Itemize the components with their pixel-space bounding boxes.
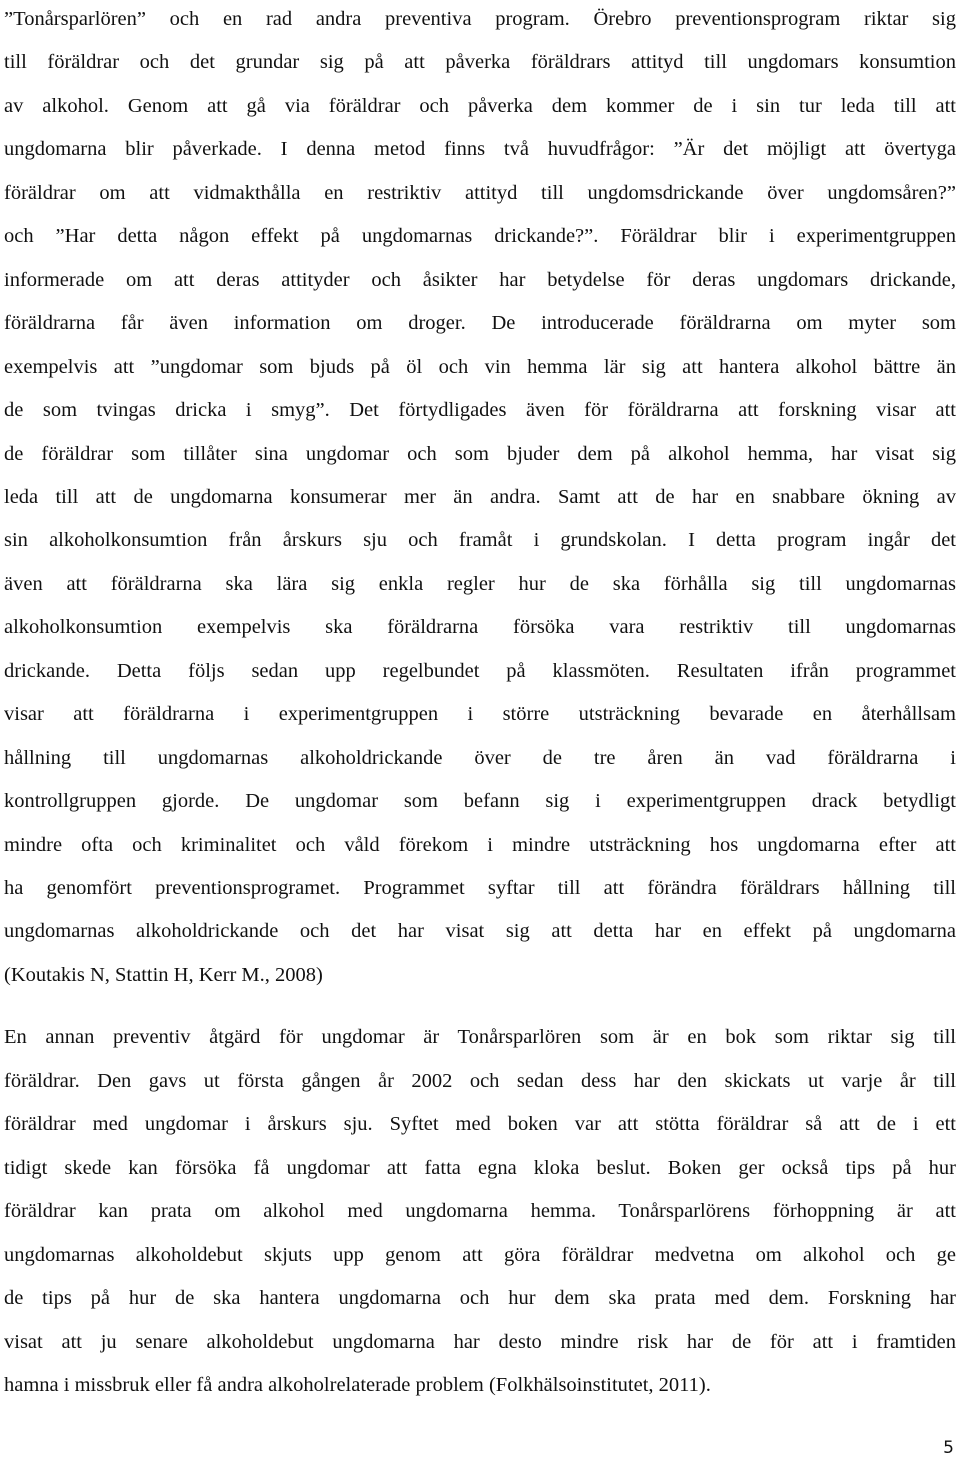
text-line: ungdomarnas alkoholdebut skjuts upp genom att göra föräldrar medvetna om alkohol och ge — [4, 1243, 956, 1266]
text-line: tidigt skede kan försöka få ungdomar att fatta egna kloka beslut. Boken ger också tips på hur — [4, 1156, 956, 1179]
text-line: även att föräldrarna ska lära sig enkla regler hur de ska förhålla sig till ungdomarnas — [4, 572, 956, 595]
text-line: föräldrar kan prata om alkohol med ungdomarna hemma. Tonårsparlörens förhoppning är att — [4, 1200, 956, 1222]
text-line: leda till att de ungdomarna konsumerar mer än andra. Samt att de har en snabbare ökning av — [4, 485, 956, 508]
text-line: till föräldrar och det grundar sig på att påverka föräldrars attityd till ungdomars konsumtion — [4, 51, 956, 74]
page-number: 5 — [943, 1438, 954, 1458]
text-line: ha genomfört preventionsprogramet. Programmet syftar till att förändra föräldrars hållning till — [4, 877, 956, 899]
text-line: föräldrar om att vidmakthålla en restriktiv attityd till ungdomsdrickande över ungdomsåren?” — [4, 181, 956, 204]
text-line: av alkohol. Genom att gå via föräldrar och påverka dem kommer de i sin tur leda till att — [4, 94, 956, 117]
text-line: föräldrar med ungdomar i årskurs sju. Syftet med boken var att stötta föräldrar så att de i ett — [4, 1113, 956, 1135]
text-line: exempelvis att ”ungdomar som bjuds på öl och vin hemma lär sig att hantera alkohol bättre än — [4, 355, 956, 378]
text-line: (Koutakis N, Stattin H, Kerr M., 2008) — [4, 963, 323, 986]
text-line: föräldrar. Den gavs ut första gången år 2002 och sedan dess har den skickats ut varje år till — [4, 1069, 956, 1092]
text-line: föräldrarna får även information om droger. De introducerade föräldrarna om myter som — [4, 312, 956, 335]
text-line: och ”Har detta någon effekt på ungdomarnas drickande?”. Föräldrar blir i experimentgruppen — [4, 225, 956, 248]
text-line: alkoholkonsumtion exempelvis ska föräldrarna försöka vara restriktiv till ungdomarnas — [4, 616, 956, 639]
text-line: ”Tonårsparlören” och en rad andra preventiva program. Örebro preventionsprogram riktar sig — [4, 8, 956, 30]
text-line: de tips på hur de ska hantera ungdomarna och hur dem ska prata med dem. Forskning har — [4, 1287, 956, 1309]
text-line: hållning till ungdomarnas alkoholdrickande över de tre åren än vad föräldrarna i — [4, 746, 956, 769]
text-line: hamna i missbruk eller få andra alkoholrelaterade problem (Folkhälsoinstitutet, 2011). — [4, 1374, 711, 1396]
text-line: ungdomarna blir påverkade. I denna metod finns två huvudfrågor: ”Är det möjligt att övertyga — [4, 138, 956, 161]
text-line: informerade om att deras attityder och åsikter har betydelse för deras ungdomars drickande, — [4, 268, 956, 291]
text-line: de föräldrar som tillåter sina ungdomar och som bjuder dem på alkohol hemma, har visat sig — [4, 442, 956, 465]
text-line: En annan preventiv åtgärd för ungdomar är Tonårsparlören som är en bok som riktar sig till — [4, 1026, 956, 1048]
text-line: mindre ofta och kriminalitet och våld förekom i mindre utsträckning hos ungdomarna efter att — [4, 833, 956, 856]
text-line: ungdomarnas alkoholdrickande och det har visat sig att detta har en effekt på ungdomarna — [4, 920, 956, 943]
text-line: sin alkoholkonsumtion från årskurs sju och framåt i grundskolan. I detta program ingår det — [4, 529, 956, 552]
text-line: drickande. Detta följs sedan upp regelbundet på klassmöten. Resultaten ifrån programmet — [4, 659, 956, 682]
text-line: kontrollgruppen gjorde. De ungdomar som befann sig i experimentgruppen drack betydligt — [4, 790, 956, 813]
text-line: visar att föräldrarna i experimentgruppen i större utsträckning bevarade en återhållsam — [4, 703, 956, 726]
text-line: de som tvingas dricka i smyg”. Det förtydligades även för föräldrarna att forskning visar att — [4, 399, 956, 422]
text-line: visat att ju senare alkoholdebut ungdomarna har desto mindre risk har de för att i framtiden — [4, 1330, 956, 1353]
